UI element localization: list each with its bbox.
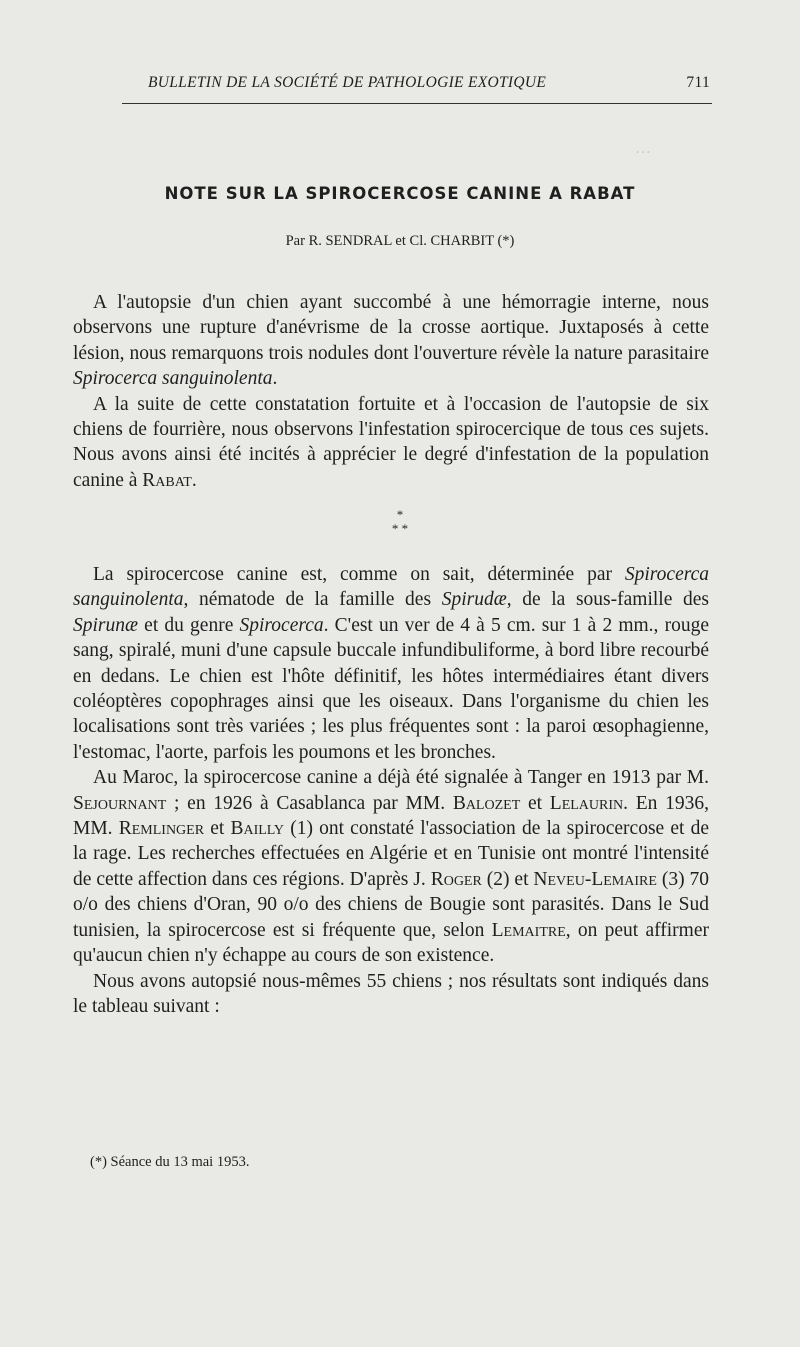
bleed-through-decoration: … — [635, 140, 651, 157]
section-separator-top: * — [396, 507, 404, 522]
article-authors: Par R. SENDRAL et Cl. CHARBIT (*) — [285, 233, 515, 249]
header-rule — [122, 103, 712, 104]
paragraph: Au Maroc, la spirocercose canine a déjà été signalée à Tanger en 1913 par M. Sejournant ; en 1926 à Casablanca par MM. Balozet et Lelaurin. En 1936, MM. Remlinger et Bailly (1) ont constaté l'association de la spirocercose et de la rage. Les recherches effectuées en Algérie et en Tunisie ont montré l'intensité de cette affection dans ces régions. D'après J. Roger (2) et Neveu-Lemaire (3) 70 o/o des chiens d'Oran, 90 o/o des chiens de Bougie sont parasités. Dans le Sud tunisien, la spirocercose est si fréquente que, selon Lemaitre, on peut affirmer qu'aucun chien n'y échappe au cours de son existence. — [73, 767, 709, 967]
intro-section — [73, 290, 709, 493]
paragraph: A la suite de cette constatation fortuite et à l'occasion de l'autopsie de six chiens de fourrière, nous observons l'infestation spirocercique de tous ces sujets. Nous avons ainsi été incités à apprécier le degré d'infestation de la population canine à Rabat. — [73, 393, 709, 491]
page-number: 711 — [686, 74, 710, 91]
section-separator-bottom: * * — [391, 521, 409, 536]
paragraph: Nous avons autopsié nous-mêmes 55 chiens ; nos résultats sont indiqués dans le tableau suivant : — [73, 970, 709, 1017]
article-title: NOTE SUR LA SPIROCERCOSE CANINE A RABAT — [164, 184, 636, 203]
main-section — [73, 562, 709, 1019]
footnote: (*) Séance du 13 mai 1953. — [90, 1154, 250, 1170]
journal-title: BULLETIN DE LA SOCIÉTÉ DE PATHOLOGIE EXOTIQUE — [148, 74, 547, 91]
paragraph: La spirocercose canine est, comme on sait, déterminée par Spirocerca sanguinolenta, nématode de la famille des Spirudæ, de la sous-famille des Spirunæ et du genre Spirocerca. C'est un ver de 4 à 5 cm. sur 1 à 2 mm., rouge sang, spiralé, muni d'une capsule buccale infundibuliforme, à bord libre recourbé en dedans. Le chien est l'hôte définitif, les hôtes intermédiaires étant divers coléoptères copophrages ainsi que les oiseaux. Dans l'organisme du chien les localisations sont très variées ; les plus fréquentes sont : la paroi œsophagienne, l'estomac, l'aorte, parfois les poumons et les bronches. — [73, 564, 709, 763]
paragraph: A l'autopsie d'un chien ayant succombé à une hémorragie interne, nous observons une rupture d'anévrisme de la crosse aortique. Juxtaposés à cette lésion, nous remarquons trois nodules dont l'ouverture révèle la nature parasitaire Spirocerca sanguinolenta. — [73, 292, 709, 390]
